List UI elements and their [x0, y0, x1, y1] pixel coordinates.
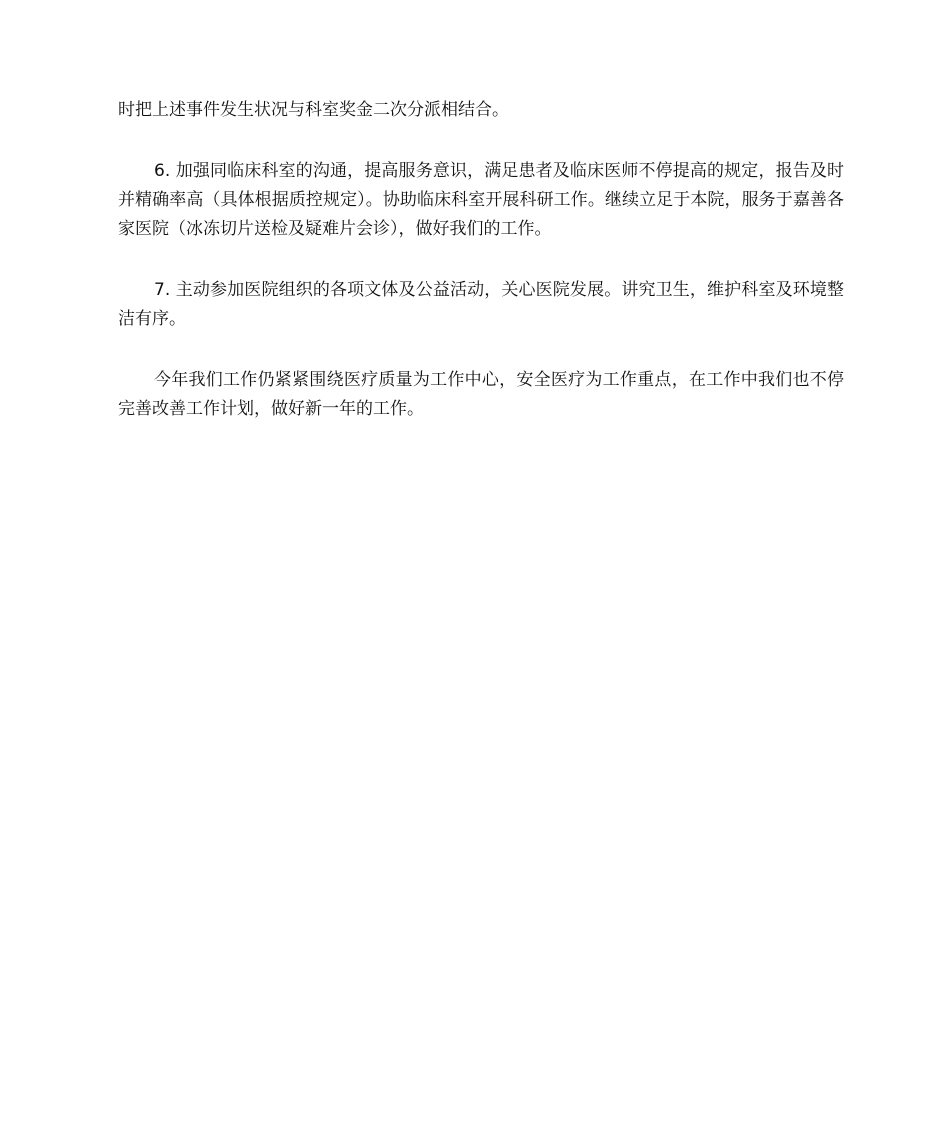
document-body	[118, 96, 844, 456]
paragraph-summary: 今年我们工作仍紧紧围绕医疗质量为工作中心，安全医疗为工作重点，在工作中我们也不停完善改善工作计划，做好新一年的工作。	[118, 370, 844, 419]
paragraph-continuation: 时把上述事件发生状况与科室奖金二次分派相结合。	[118, 100, 509, 120]
paragraph-item-6: 6. 加强同临床科室的沟通，提高服务意识，满足患者及临床医师不停提高的规定，报告及时并精确率高（具体根据质控规定）。协助临床科室开展科研工作。继续立足于本院，服务于嘉善各家医院（冰冻切片送检及疑难片会诊），做好我们的工作。	[118, 161, 844, 239]
paragraph-item-7: 7. 主动参加医院组织的各项文体及公益活动，关心医院发展。讲究卫生，维护科室及环境整洁有序。	[118, 280, 844, 329]
